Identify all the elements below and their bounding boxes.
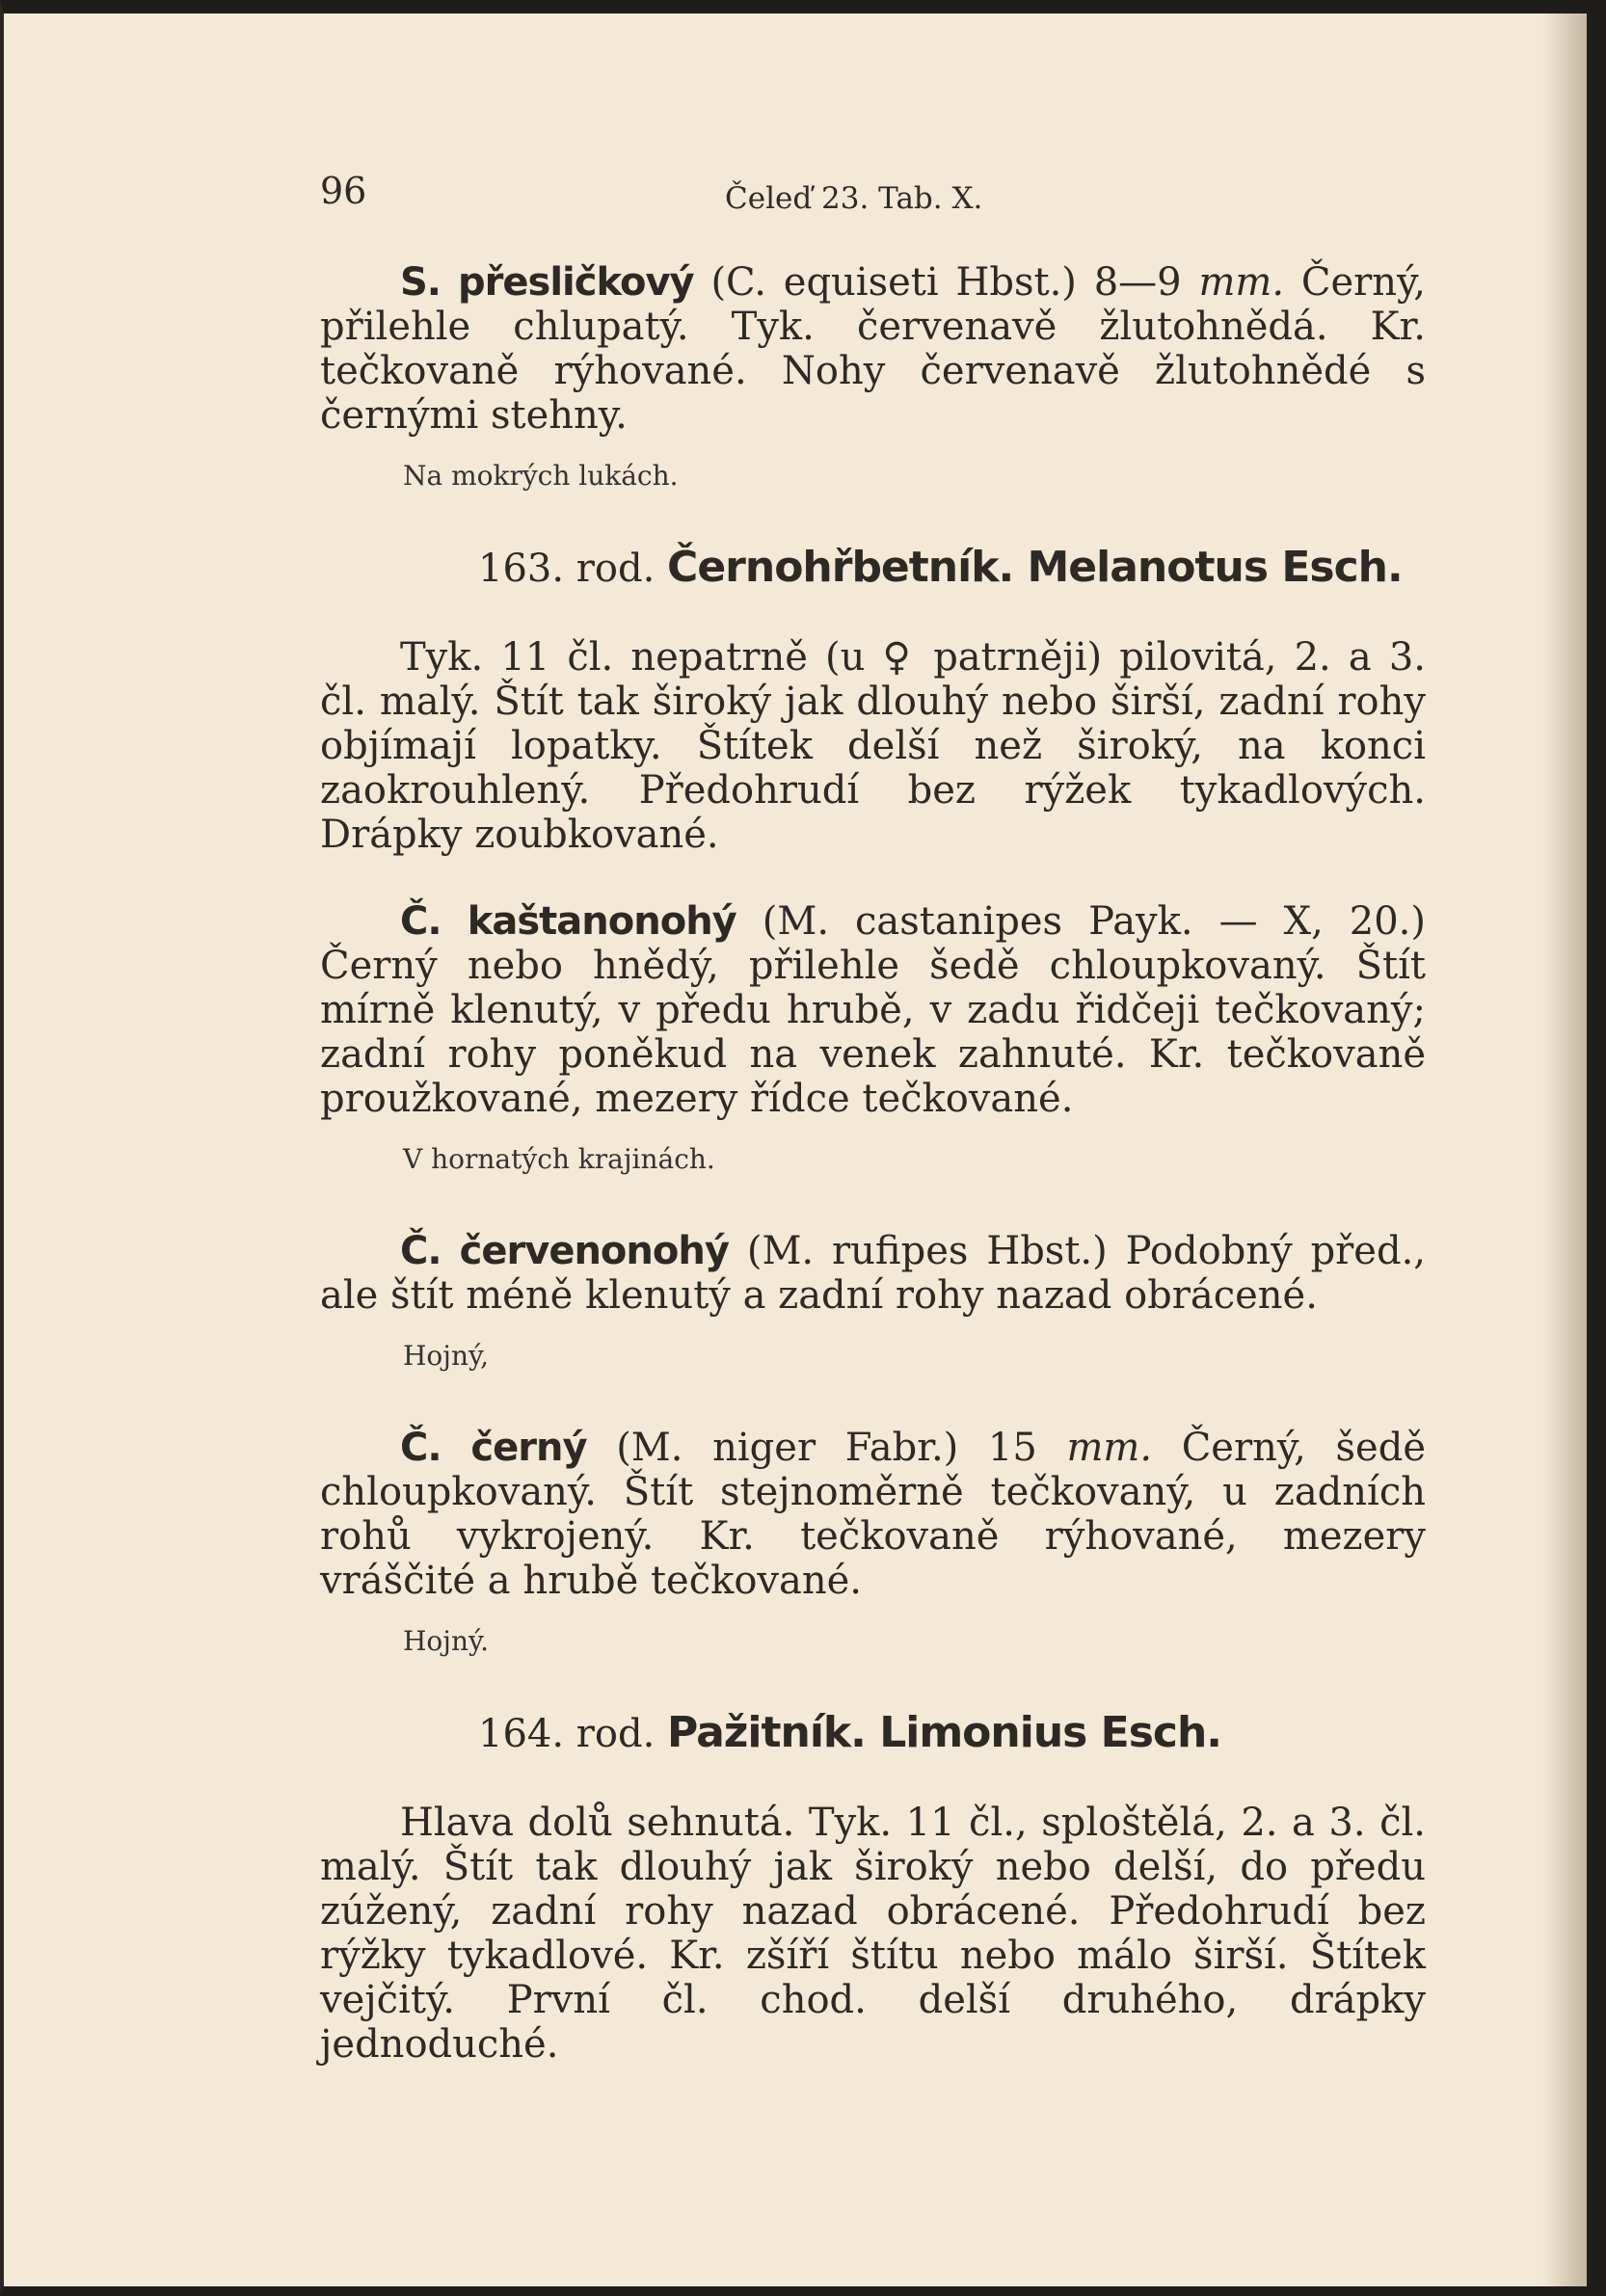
- species-entry: [320, 260, 1426, 438]
- species-latin: (M. niger Fabr.) 15: [616, 1426, 1037, 1470]
- genus-description: Tyk. 11 čl. nepatrně (u ♀ patrněji) pilovitá, 2. a 3. čl. malý. Štít tak široký jak dlouhý nebo širší, zadní rohy objímají lopatky. Štítek delší než široký, na konci zaokrouhlený. Předohrudí bez rýžek tykadlových. Drápky zoubkované.: [320, 635, 1426, 857]
- species-entry: [320, 1229, 1426, 1318]
- page-content: [320, 260, 1426, 2088]
- genus-heading: [320, 1708, 1426, 1757]
- species-description: Černý, šedě chloupkovaný. Štít stejnoměrně tečkovaný, u zadních rohů vykrojený. Kr. tečkovaně rýhované, mezery vráščité a hrubě tečkované.: [320, 1426, 1426, 1603]
- genus-name: Černohřbetník. Melanotus Esch.: [667, 543, 1403, 592]
- species-locality: Hojný,: [403, 1340, 489, 1372]
- page-header: [320, 170, 1014, 227]
- species-name: S. přesličkový: [400, 260, 694, 305]
- species-name: Č. kaštanonohý: [400, 899, 736, 944]
- species-locality: Hojný.: [403, 1625, 489, 1657]
- running-head: Čeleď 23. Tab. X.: [725, 181, 983, 216]
- species-description: (M. rufipes Hbst.) Podobný před., ale štít méně klenutý a zadní rohy nazad obrácené.: [320, 1229, 1427, 1318]
- species-locality: Na mokrých lukách.: [403, 460, 679, 492]
- genus-heading: [320, 543, 1426, 592]
- genus-name: Pažitník. Limonius Esch.: [667, 1708, 1222, 1757]
- genus-description: Hlava dolů sehnutá. Tyk. 11 čl., sploštělá, 2. a 3. čl. malý. Štít tak dlouhý jak široký nebo delší, do předu zúžený, zadní rohy nazad obrácené. Předohrudí bez rýžky tykadlové. Kr. zšíří štítu nebo málo širší. Štítek vejčitý. První čl. chod. delší druhého, drápky jednoduché.: [320, 1801, 1426, 2067]
- species-entry: [320, 1426, 1426, 1603]
- page-number: 96: [320, 170, 367, 212]
- species-entry: [320, 899, 1426, 1121]
- species-latin: (C. equiseti Hbst.) 8—9: [710, 260, 1182, 305]
- species-locality: V hornatých krajinách.: [403, 1143, 715, 1175]
- unit: mm.: [1198, 260, 1285, 305]
- species-name: Č. červenonohý: [400, 1229, 729, 1273]
- species-description: Černý, přilehle chlupatý. Tyk. červenavě žlutohnědá. Kr. tečkovaně rýhované. Nohy červenavě žlutohnědé s černými stehny.: [320, 260, 1427, 438]
- unit: mm.: [1066, 1426, 1153, 1470]
- genus-number: 164. rod.: [478, 1712, 656, 1756]
- species-description: (M. castanipes Payk. — X, 20.) Černý nebo hnědý, přilehle šedě chloupkovaný. Štít mírně klenutý, v předu hrubě, v zadu řidčeji tečkovaný; zadní rohy poněkud na venek zahnuté. Kr. tečkovaně proužkované, mezery řídce tečkované.: [320, 899, 1426, 1121]
- genus-number: 163. rod.: [478, 547, 656, 591]
- species-name: Č. černý: [400, 1426, 587, 1470]
